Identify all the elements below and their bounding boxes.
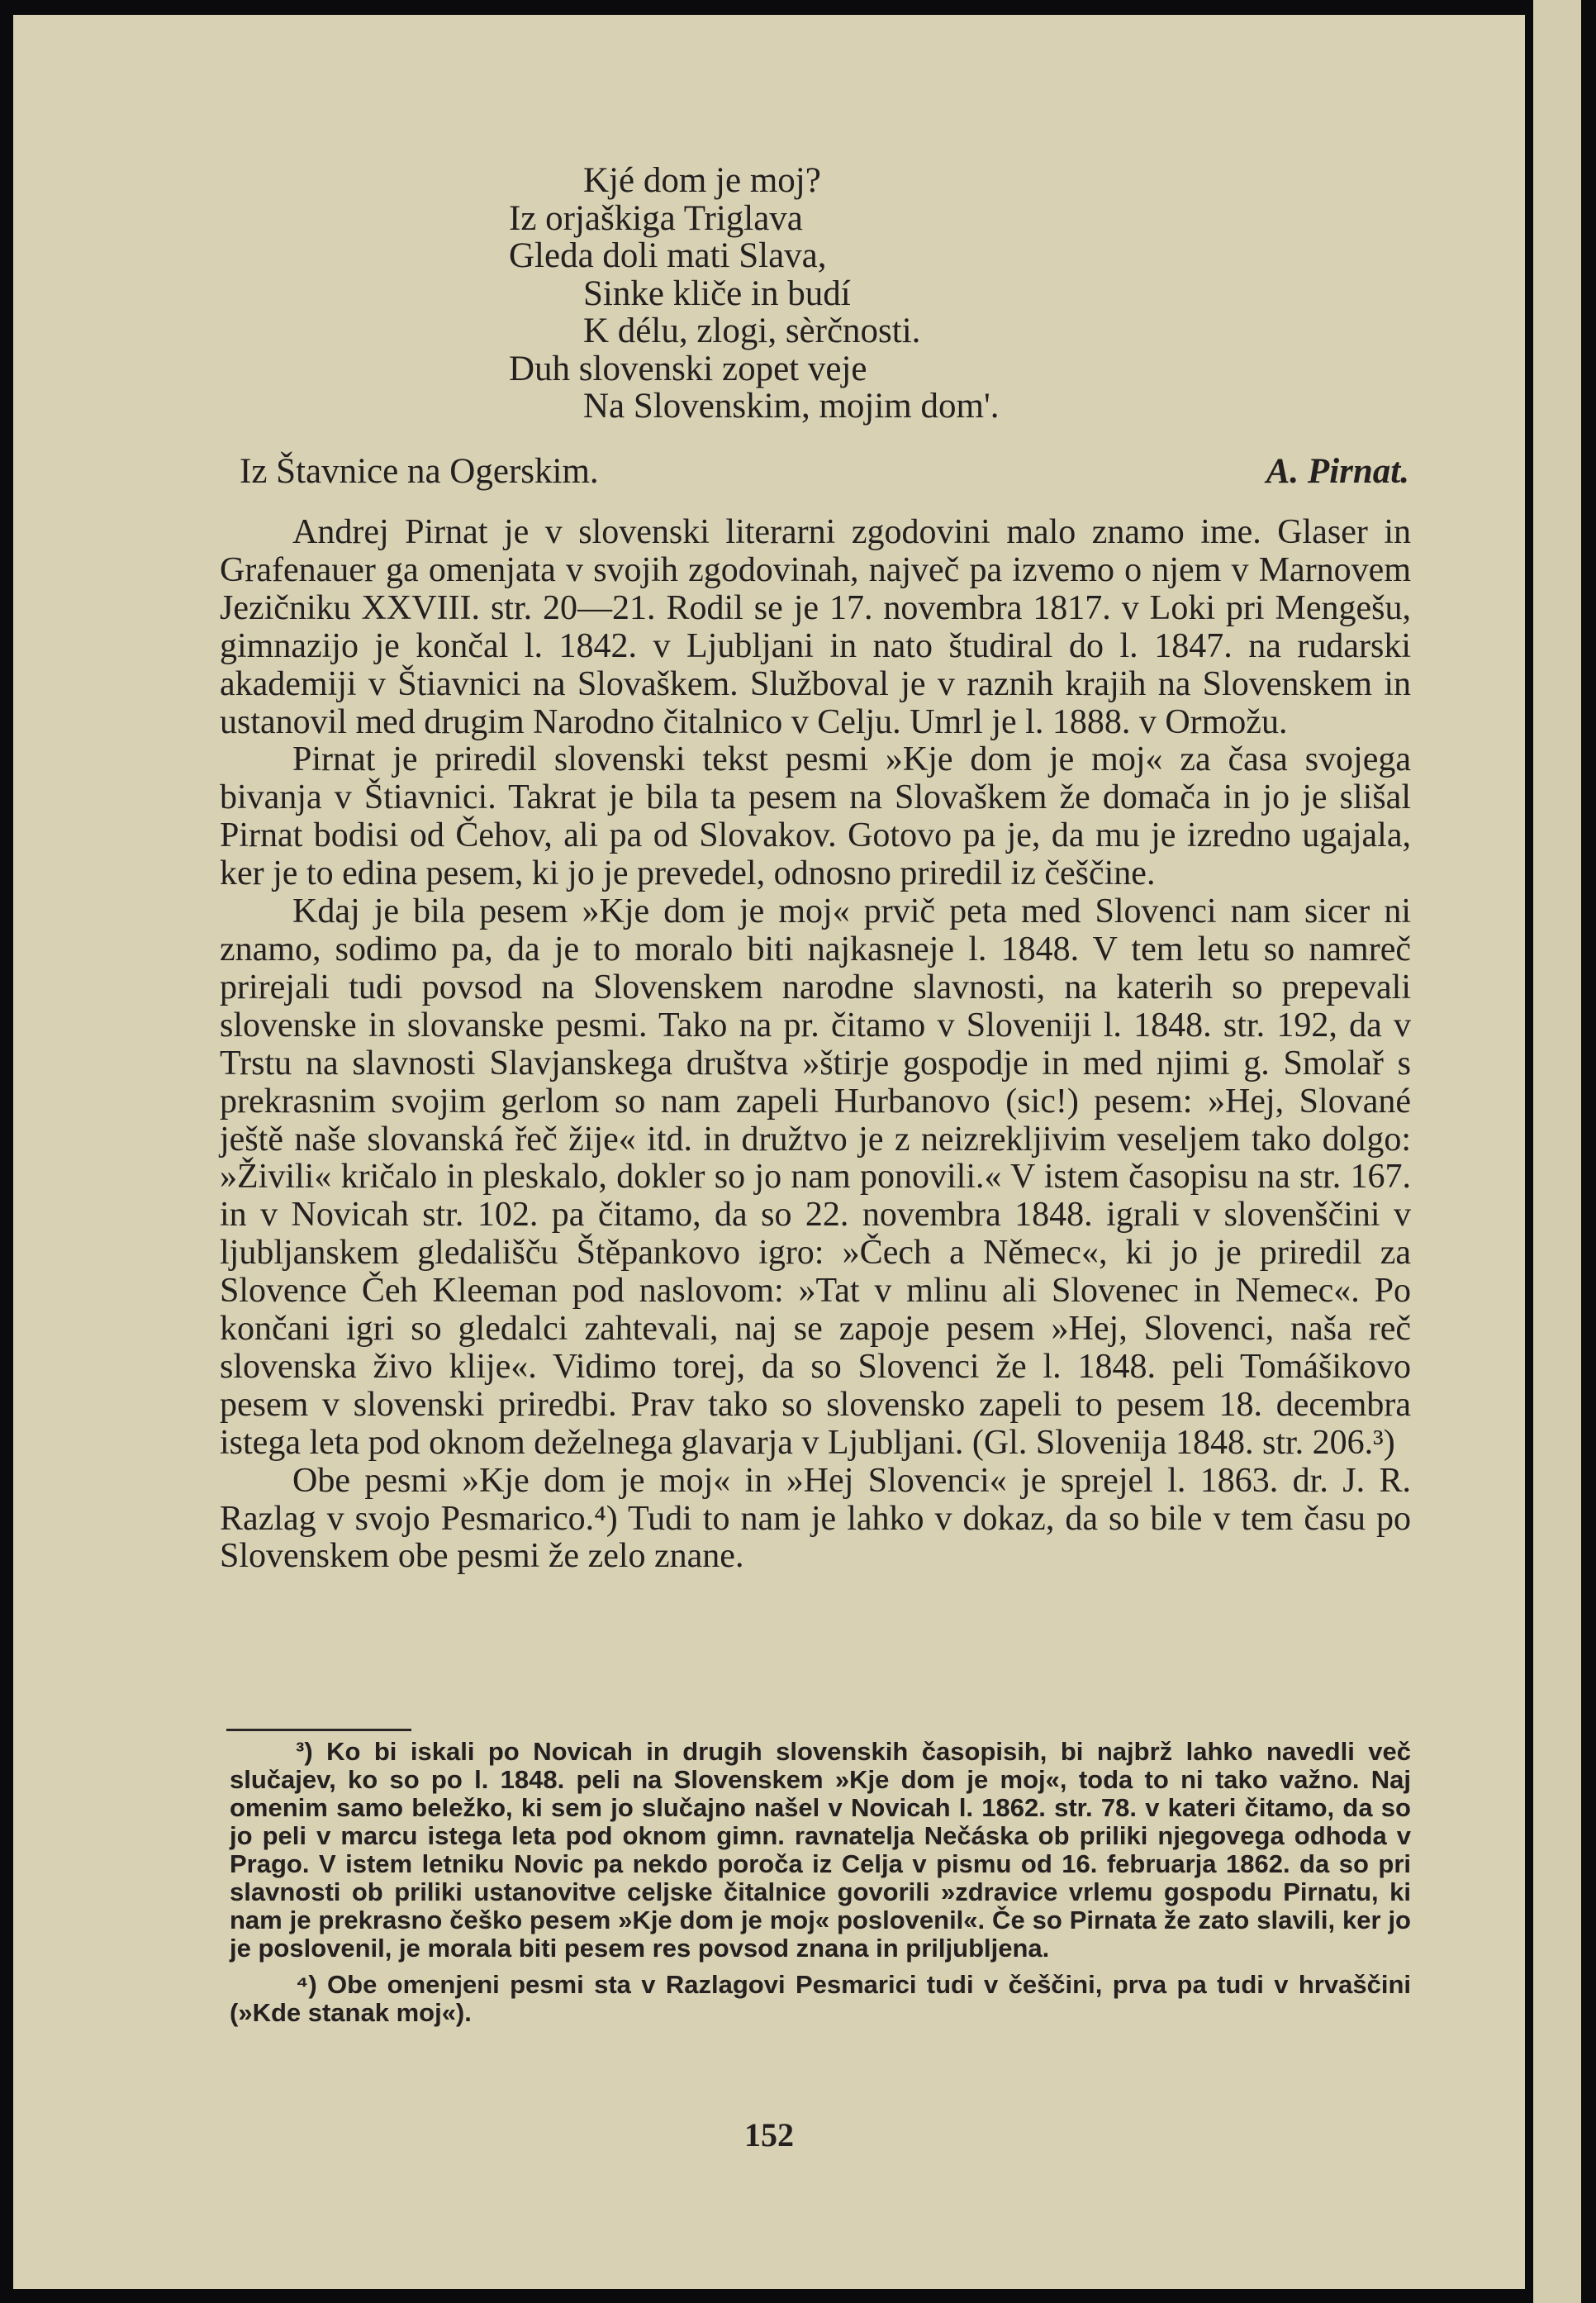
poem-line: Gleda doli mati Slava, [509, 236, 827, 275]
paragraph: Kdaj je bila pesem »Kje dom je moj« prvič peta med Slovenci nam sicer ni znamo, sodimo pa, da je to moralo biti najkasneje l. 1848. V tem letu so namreč prirejali tudi povsod na Slovenskem narodne slavnosti, na katerih so prepevali slovenske in slovanske pesmi. Tako na pr. čitamo v Sloveniji l. 1848. str. 192, da v Trstu na slavnosti Slavjanskega društva »štirje gospodje in med njimi g. Smolař s prekrasnim svojim gerlom so nam zapeli Hurbanovo (sic!) pesem: »Hej, Slované ještě naše slovanská řeč žije« itd. in družtvo je z neizrekljivim veseljem tako dolgo: »Živili« kričalo in pleskalo, dokler so jo nam ponovili.« V istem časopisu na str. 167. in v Novicah str. 102. pa čitamo, da so 22. novembra 1848. igrali v slovenščini v ljubljanskem gledališču Štěpankovo igro: »Čech a Němec«, ki jo je priredil za Slovence Čeh Kleeman pod naslovom: »Tat v mlinu ali Slovenec in Nemec«. Po končani igri so gledalci zahtevali, naj se zapoje pesem »Hej, Slovenci, naša reč slovenska živo klije«. Vidimo torej, da so Slovenci že l. 1848. peli Tomášikovo pesem v slovenski priredbi. Prav tako so slovensko zapeli to pesem 18. decembra istega leta pod oknom deželnega glavarja v Ljubljani. (Gl. Slovenija 1848. str. 206.³) [220, 892, 1411, 1462]
footnote: ⁴) Obe omenjeni pesmi sta v Razlagovi Pesmarici tudi v češčini, prva pa tudi v hrvaščini (»Kde stanak moj«). [230, 1970, 1411, 2027]
poem-line: Na Slovenskim, mojim dom'. [583, 387, 1000, 426]
poem-author: A. Pirnat. [1266, 452, 1409, 491]
poem [509, 162, 1252, 426]
footnote-divider [226, 1729, 411, 1731]
poem-line: Sinke kliče in budí [583, 274, 851, 313]
page-number: 152 [744, 2116, 794, 2153]
poem-line: Iz orjaškiga Triglava [509, 198, 803, 238]
poem-place: Iz Štavnice na Ogerskim. [240, 452, 599, 491]
book-page [13, 15, 1525, 2289]
poem-line: K délu, zlogi, sèrčnosti. [583, 312, 921, 350]
footnote: ³) Ko bi iskali po Novicah in drugih slovenskih časopisih, bi najbrž lahko navedli več slučajev, ko so po l. 1848. peli na Slovenskem »Kje dom je moj«, toda to ni tako važno. Naj omenim samo beležko, ki sem jo slučajno našel v Novicah l. 1862. str. 78. v kateri čitamo, da so jo peli v marcu istega leta pod oknom gimn. ravnatelja Nečáska ob priliki njegovega odhoda v Prago. V istem letniku Novic pa nekdo poroča iz Celja v pismu od 16. februarja 1862. da so pri slavnosti ob priliki ustanovitve celjske čitalnice govorili »zdravice vrlemu gospodu Pirnatu, ki nam je prekrasno češko pesem »Kje dom je moj« poslovenil«. Če so Pirnata že zato slavili, ker jo je poslovenil, je morala biti pesem res povsod znana in priljubljena. [230, 1737, 1411, 1963]
poem-line: Kjé dom je moj? [583, 161, 821, 200]
body-text [220, 514, 1411, 1576]
adjacent-page-edge [1533, 0, 1581, 2303]
paragraph: Obe pesmi »Kje dom je moj« in »Hej Slovenci« je sprejel l. 1863. dr. J. R. Razlag v svojo Pesmarico.⁴) Tudi to nam je lahko v dokaz, da so bile v tem času po Slovenskem obe pesmi že zelo znane. [220, 1461, 1411, 1576]
paragraph: Andrej Pirnat je v slovenski literarni zgodovini malo znamo ime. Glaser in Grafenauer ga omenjata v svojih zgodovinah, največ pa izvemo o njem v Marnovem Jezičniku XXVIII. str. 20—21. Rodil se je 17. novembra 1817. v Loki pri Mengešu, gimnazijo je končal l. 1842. v Ljubljani in nato študiral do l. 1847. na rudarski akademiji v Štiavnici na Slovaškem. Služboval je v raznih krajih na Slovenskem in ustanovil med drugim Narodno čitalnico v Celju. Umrl je l. 1888. v Ormožu. [220, 513, 1411, 741]
paragraph: Pirnat je priredil slovenski tekst pesmi »Kje dom je moj« za časa svojega bivanja v Štiavnici. Takrat je bila ta pesem na Slovaškem že domača in jo je slišal Pirnat bodisi od Čehov, ali pa od Slovakov. Gotovo pa je, da mu je izredno ugajala, ker je to edina pesem, ki jo je prevedel, odnosno priredil iz češčine. [220, 740, 1411, 893]
footnotes [230, 1738, 1411, 2027]
poem-line: Duh slovenski zopet veje [509, 349, 867, 388]
